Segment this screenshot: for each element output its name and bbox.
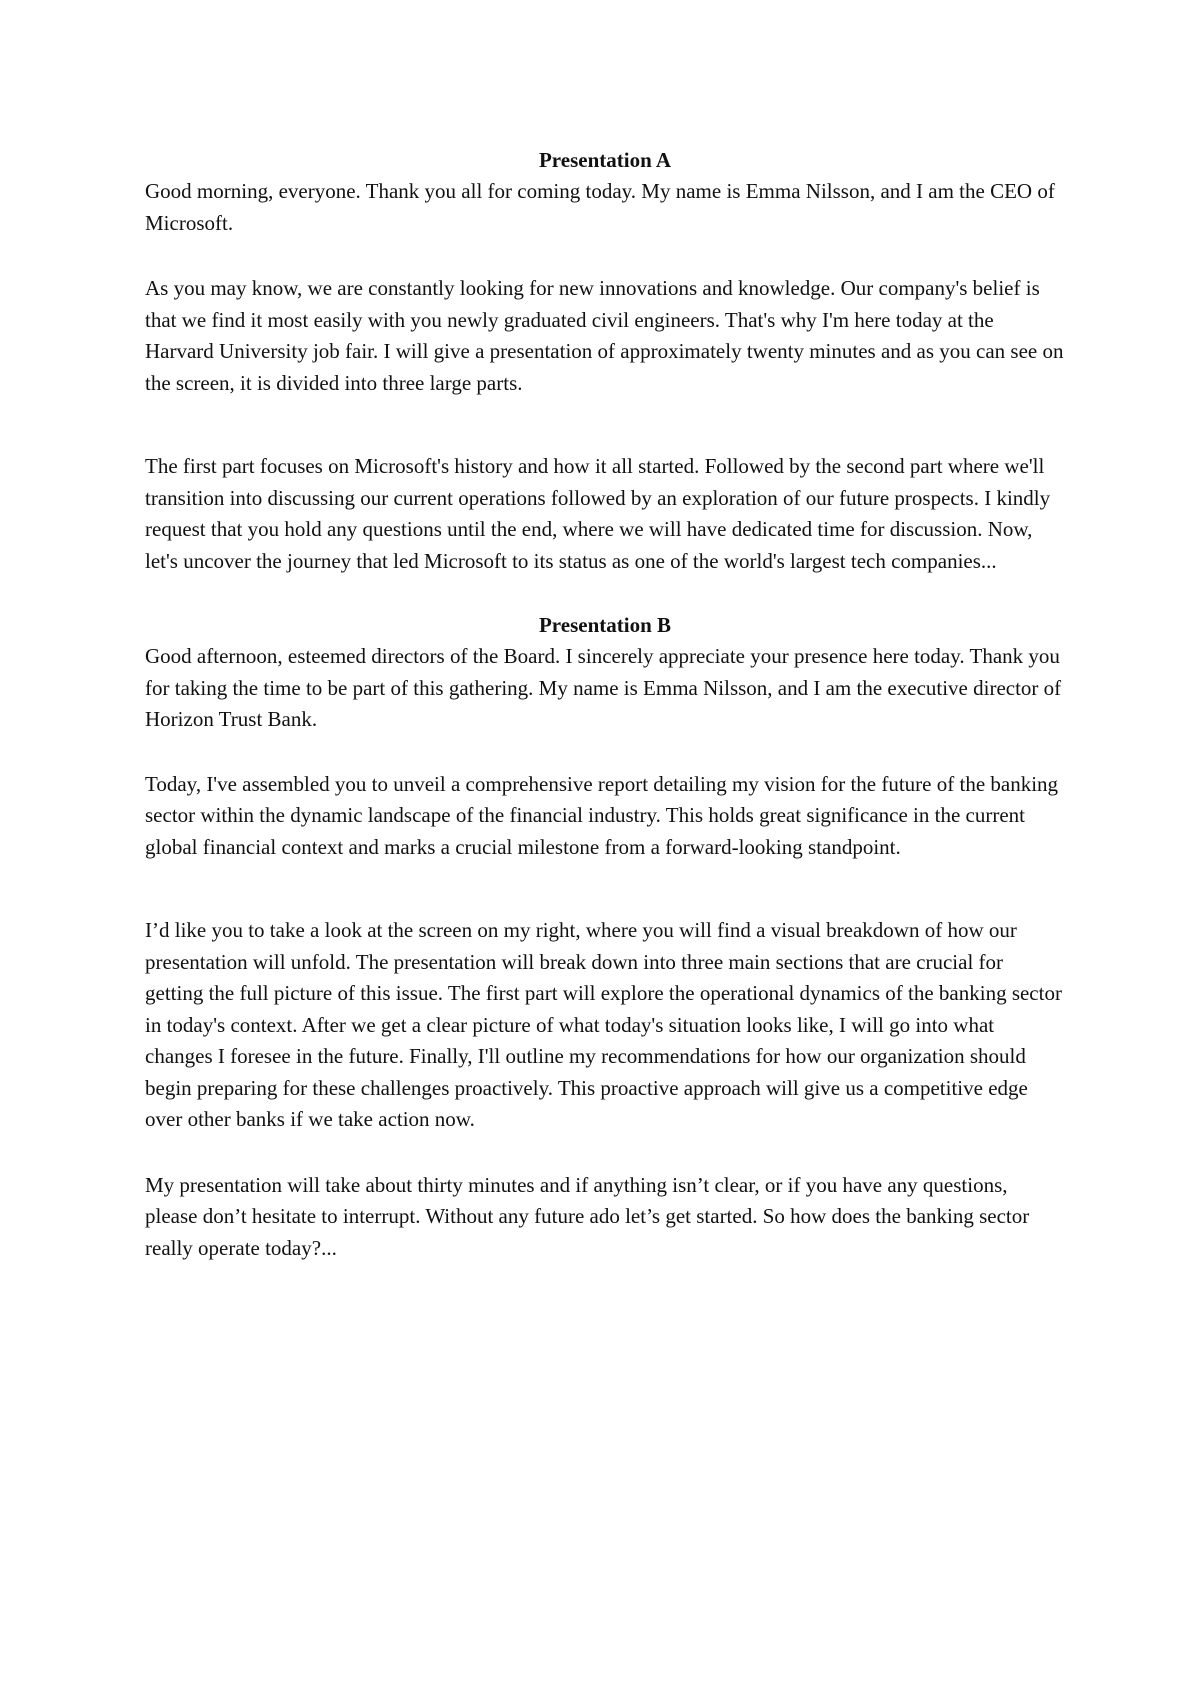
presentation-a-title: Presentation A (538, 148, 672, 172)
presentation-a-paragraph-3: The first part focuses on Microsoft's history and how it all started. Followed by the second part where we'll transition into discussing our current operations followed by an exploration of our future prospects. I kindly request that you hold any questions until the end, where we will have dedicated time for discussion. Now, let's uncover the journey that led Microsoft to its status as one of the world's largest tech companies... (145, 454, 1051, 573)
presentation-b-paragraph-2: Today, I've assembled you to unveil a comprehensive report detailing my vision for the future of the banking sector within the dynamic landscape of the financial industry. This holds great significance in the current global financial context and marks a crucial milestone from a forward-looking standpoint. (145, 771, 1059, 859)
presentation-a-section (145, 145, 1065, 577)
presentation-b-title: Presentation B (538, 613, 672, 637)
document-body (145, 145, 1065, 1264)
presentation-a-paragraph-2: As you may know, we are constantly looking for new innovations and knowledge. Our company's belief is that we find it most easily with you newly graduated civil engineers. That's why I'm here today at the Harvard University job fair. I will give a presentation of approximately twenty minutes and as you can see on the screen, it is divided into three large parts. (145, 276, 1064, 395)
presentation-b-paragraph-3: I’d like you to take a look at the screen on my right, where you will find a visual breakdown of how our presentation will unfold. The presentation will break down into three main sections that are crucial for getting the full picture of this issue. The first part will explore the operational dynamics of the banking sector in today's context. After we get a clear picture of what today's situation looks like, I will go into what changes I foresee in the future. Finally, I'll outline my recommendations for how our organization should begin preparing for these challenges proactively. This proactive approach will give us a competitive edge over other banks if we take action now. (145, 918, 1062, 1131)
presentation-a-paragraph-1: Good morning, everyone. Thank you all for coming today. My name is Emma Nilsson, and I am the CEO of Microsoft. (145, 179, 1055, 235)
presentation-b-section (145, 610, 1065, 1264)
presentation-b-paragraph-4: My presentation will take about thirty minutes and if anything isn’t clear, or if you have any questions, please don’t hesitate to interrupt. Without any future ado let’s get started. So how does the banking sector really operate today?... (145, 1172, 1030, 1260)
presentation-b-paragraph-1: Good afternoon, esteemed directors of the Board. I sincerely appreciate your presence here today. Thank you for taking the time to be part of this gathering. My name is Emma Nilsson, and I am the executive director of Horizon Trust Bank. (145, 644, 1062, 731)
